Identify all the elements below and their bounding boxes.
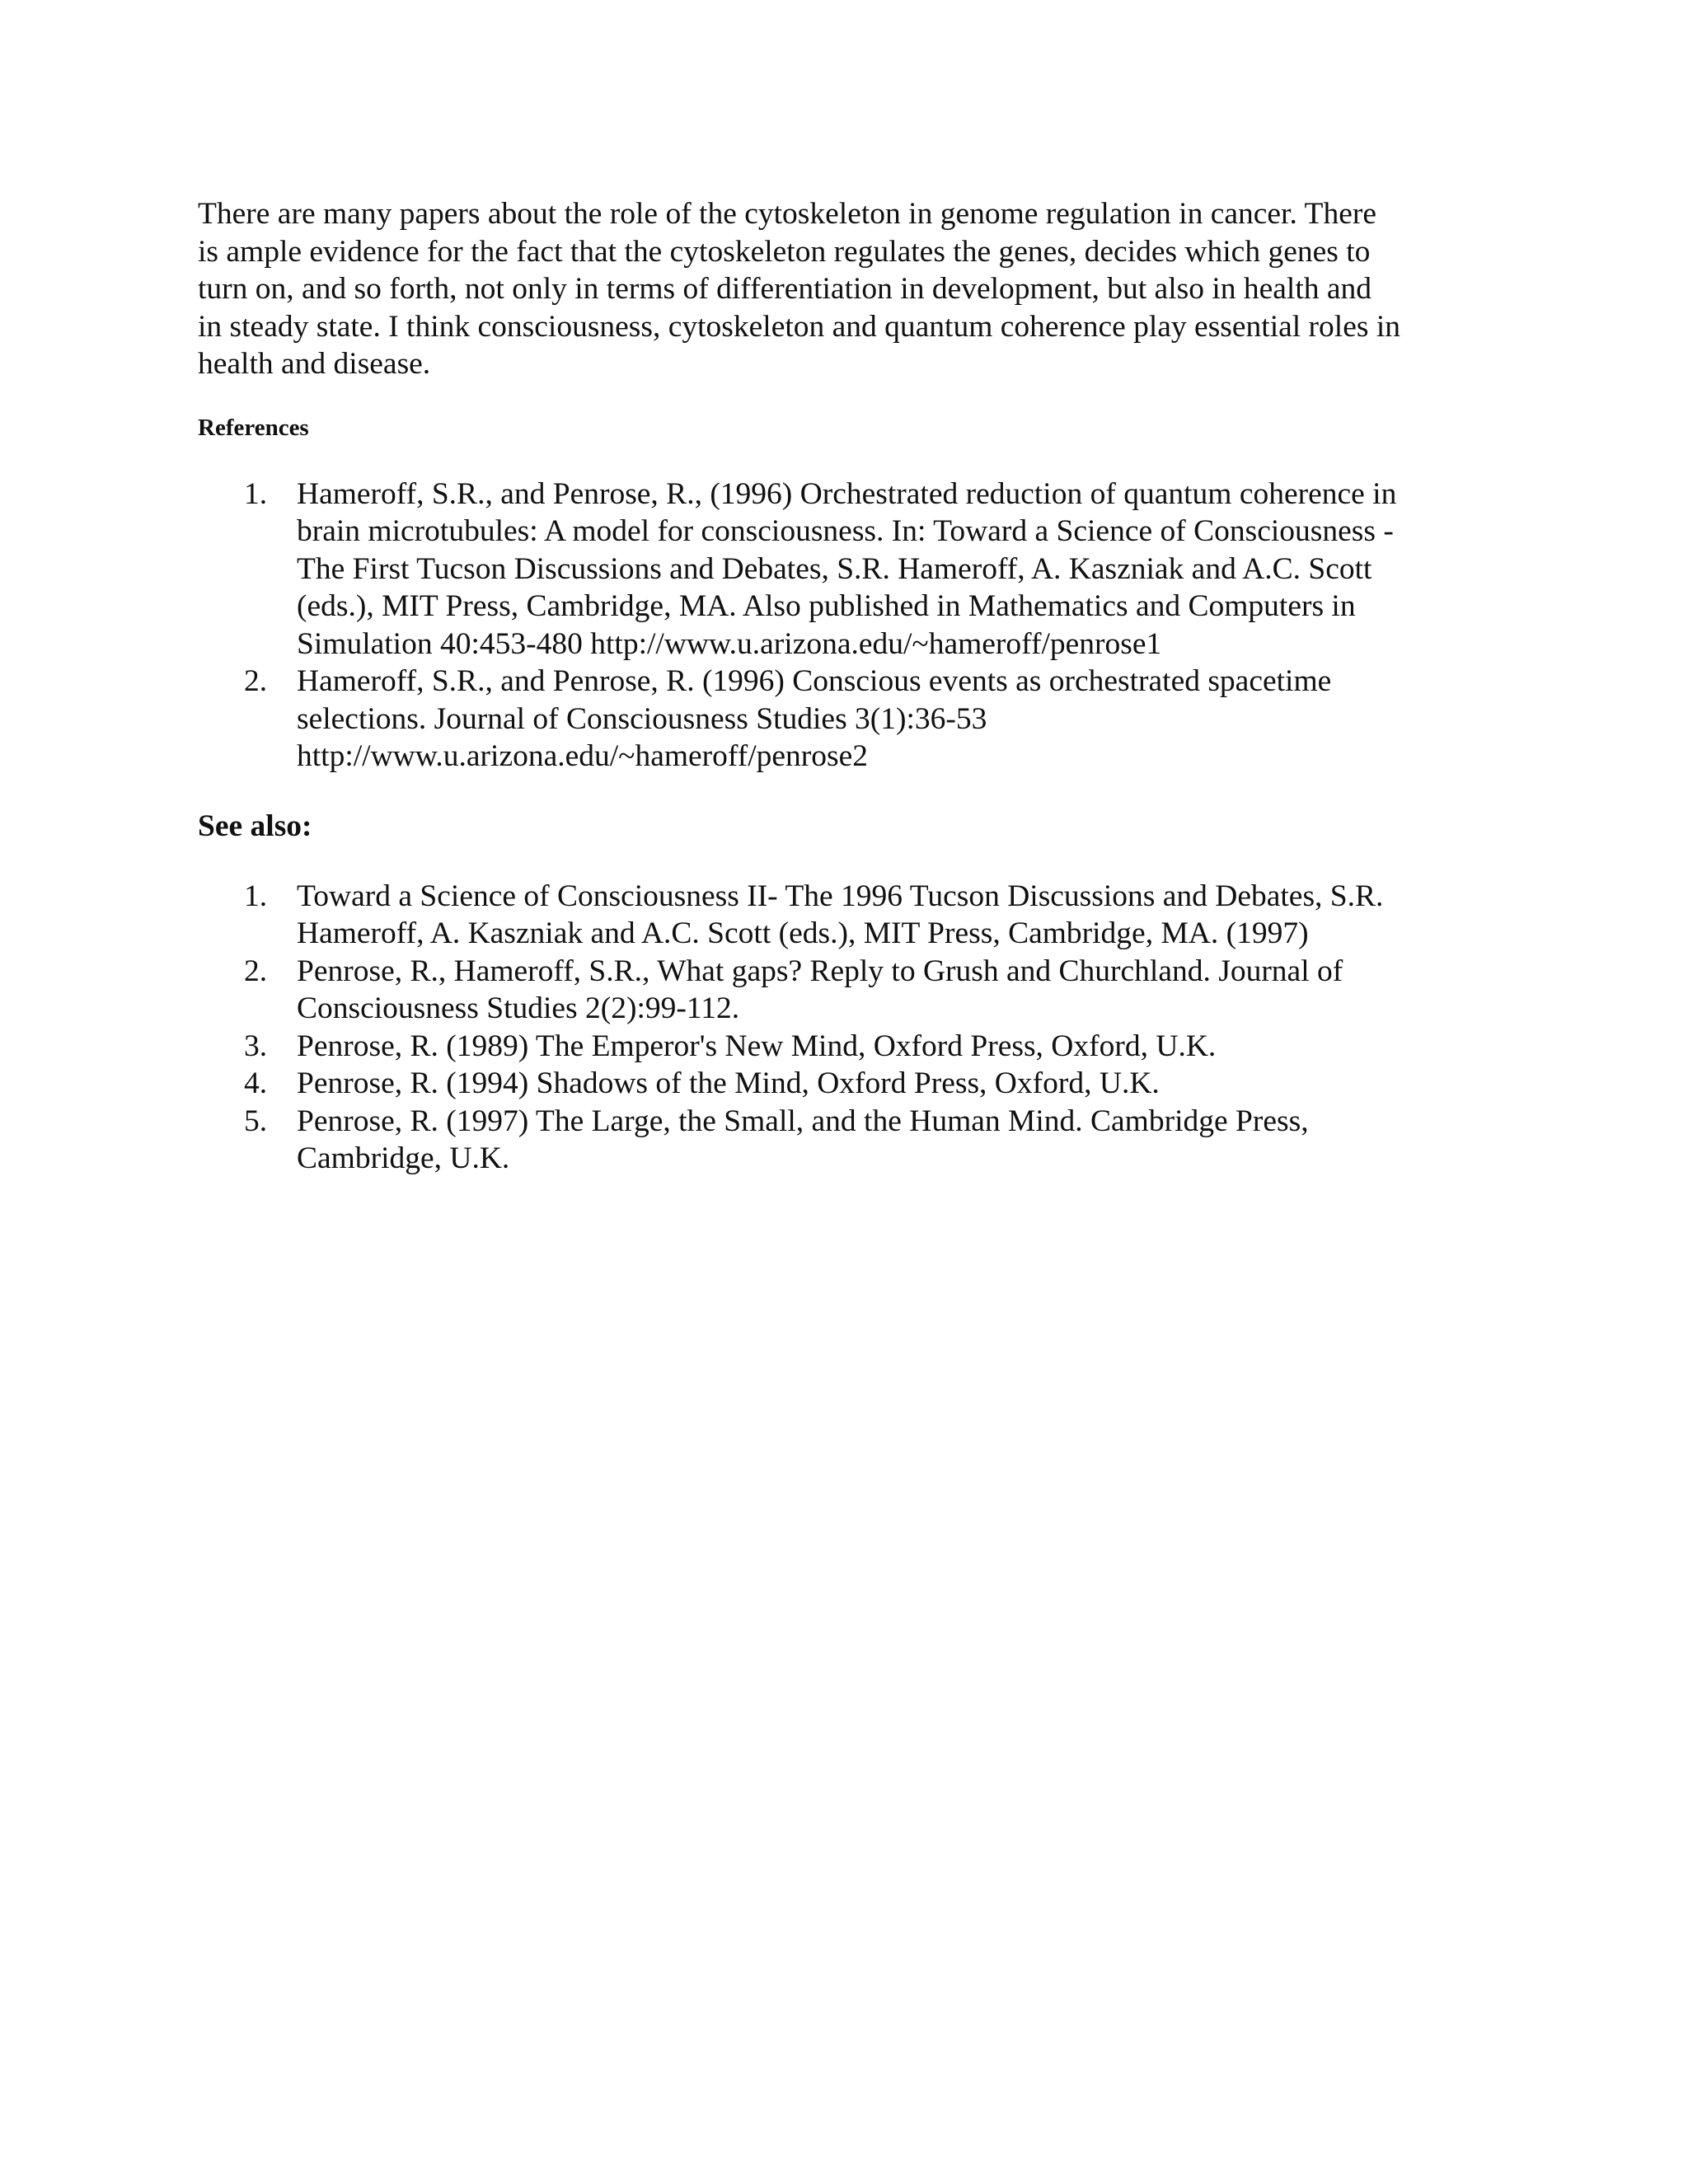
see-also-item: [198, 1028, 1500, 1066]
see-also-text: Penrose, R. (1989) The Emperor's New Mind, Oxford Press, Oxford, U.K.: [297, 1029, 1217, 1063]
references-heading: References: [198, 414, 309, 441]
reference-number: 1.: [244, 476, 268, 511]
see-also-text: Penrose, R., Hameroff, S.R., What gaps? Reply to Grush and Churchland. Journal of Consciousness Studies 2(2):99-112.: [297, 954, 1343, 1025]
see-also-item: [198, 1065, 1500, 1103]
see-also-item: [198, 878, 1500, 953]
see-also-item: [198, 953, 1500, 1028]
see-also-number: 5.: [244, 1104, 268, 1138]
see-also-list: [198, 878, 1500, 1178]
reference-item: [198, 663, 1500, 776]
intro-paragraph: There are many papers about the role of the cytoskeleton in genome regulation in cancer. There is ample evidence for the fact that the cytoskeleton regulates the genes, decides which genes to turn on, and so forth, not only in terms of differentiation in development, but also in health and in steady state. I think consciousness, cytoskeleton and quantum coherence play essential roles in health and disease.: [198, 197, 1400, 381]
see-also-text: Toward a Science of Consciousness II- The 1996 Tucson Discussions and Debates, S.R. Hameroff, A. Kaszniak and A.C. Scott (eds.), MIT Press, Cambridge, MA. (1997): [297, 879, 1384, 950]
see-also-number: 4.: [244, 1066, 268, 1100]
reference-text: Hameroff, S.R., and Penrose, R. (1996) Conscious events as orchestrated spacetime selections. Journal of Consciousness Studies 3(1):36-53 http://www.u.arizona.edu/~hameroff/penrose2: [297, 664, 1332, 773]
see-also-heading: See also:: [198, 808, 312, 843]
see-also-number: 2.: [244, 954, 268, 988]
reference-item: [198, 476, 1500, 663]
references-list: [198, 476, 1500, 776]
see-also-number: 1.: [244, 879, 268, 913]
see-also-number: 3.: [244, 1029, 268, 1063]
see-also-item: [198, 1103, 1500, 1178]
see-also-text: Penrose, R. (1994) Shadows of the Mind, Oxford Press, Oxford, U.K.: [297, 1066, 1160, 1100]
reference-number: 2.: [244, 664, 268, 698]
document-page: [198, 195, 1500, 1178]
see-also-text: Penrose, R. (1997) The Large, the Small, and the Human Mind. Cambridge Press, Cambridge, U.K.: [297, 1104, 1309, 1175]
reference-text: Hameroff, S.R., and Penrose, R., (1996) Orchestrated reduction of quantum coherence in brain microtubules: A model for consciousness. In: Toward a Science of Consciousness - The First Tucson Discussions and Debates, S.R. Hameroff, A. Kaszniak and A.C. Scott (eds.), MIT Press, Cambridge, MA. Also published in Mathematics and Computers in Simulation 40:453-480 http://www.u.arizona.edu/~hameroff/penrose1: [297, 476, 1397, 661]
